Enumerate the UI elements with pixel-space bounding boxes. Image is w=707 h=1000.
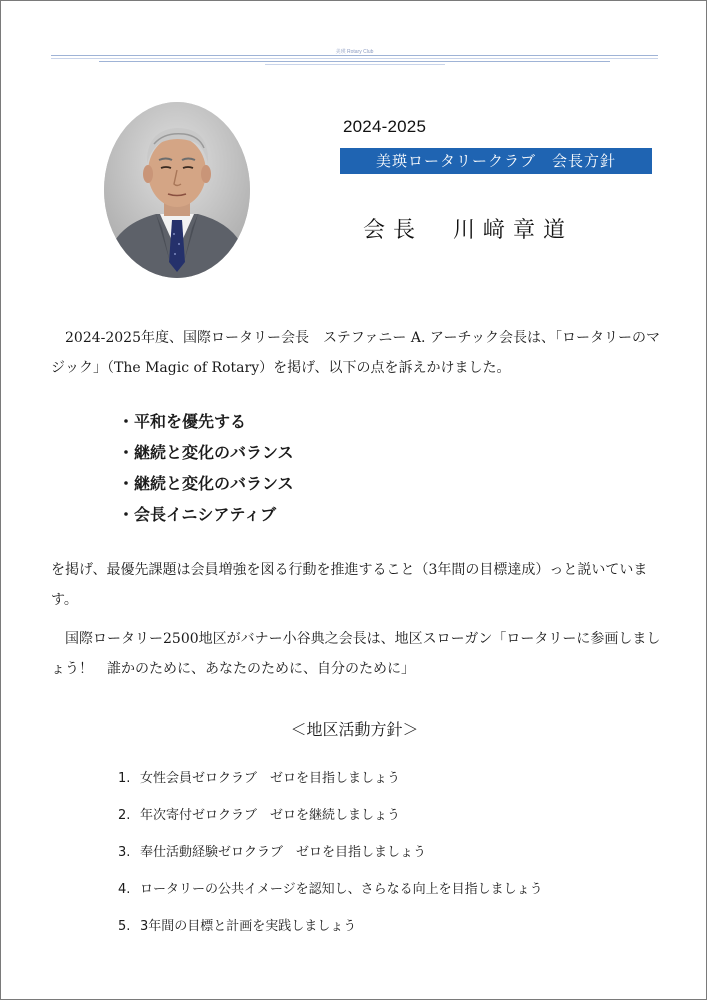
goal-text: 年次寄付ゼロクラブ ゼロを継続しましょう <box>140 808 401 823</box>
goal-number: 4. <box>118 882 131 897</box>
fiscal-year: 2024-2025 <box>343 117 427 136</box>
goal-text: 女性会員ゼロクラブ ゼロを目指しましょう <box>140 771 401 786</box>
district-goals-list <box>118 767 543 952</box>
policy-title-banner: 美瑛ロータリークラブ 会長方針 <box>340 148 652 174</box>
goal-number: 2. <box>118 808 131 823</box>
header-line <box>99 61 610 62</box>
header-line <box>51 58 658 59</box>
district-policy-heading: ＜地区活動方針＞ <box>290 720 419 739</box>
district-paragraph: 国際ロータリー2500地区がバナー小谷典之会長は、地区スローガン「ロータリーに参画しましょう！ 誰かのために、あなたのために、自分のために」 <box>51 631 661 677</box>
list-item: ・継続と変化のバランス <box>118 443 294 462</box>
portrait-illustration <box>104 102 250 278</box>
header-line <box>51 55 658 56</box>
header-rule <box>51 49 658 69</box>
list-item <box>118 878 543 915</box>
priority-paragraph: を掲げ、最優先課題は会員増強を図る行動を推進すること（3年間の目標達成）っと説いています。 <box>51 562 648 608</box>
list-item <box>118 804 543 841</box>
list-item <box>118 767 543 804</box>
rotary-themes-list <box>118 408 294 532</box>
president-portrait <box>104 102 250 278</box>
goal-number: 3. <box>118 845 131 860</box>
list-item: ・会長イニシアティブ <box>118 505 277 524</box>
goal-text: ロータリーの公共イメージを認知し、さらなる向上を目指しましょう <box>140 882 543 897</box>
list-item: ・平和を優先する <box>118 412 247 431</box>
intro-paragraph: 2024-2025年度、国際ロータリー会長 ステファニー A. アーチック会長は、「ロータリーのマジック」（The Magic of Rotary）を掲げ、以下の点を訴えかけました。 <box>51 330 661 376</box>
list-item <box>118 915 543 952</box>
list-item <box>118 841 543 878</box>
goal-number: 1. <box>118 771 131 786</box>
goal-number: 5. <box>118 919 131 934</box>
president-name: 会長 川﨑章道 <box>363 218 574 243</box>
header-line <box>265 64 445 65</box>
goal-text: 3年間の目標と計画を実践しましょう <box>140 919 357 934</box>
goal-text: 奉仕活動経験ゼロクラブ ゼロを目指しましょう <box>140 845 427 860</box>
header-caption: 美瑛 Rotary Club <box>335 49 374 55</box>
list-item: ・継続と変化のバランス <box>118 474 294 493</box>
